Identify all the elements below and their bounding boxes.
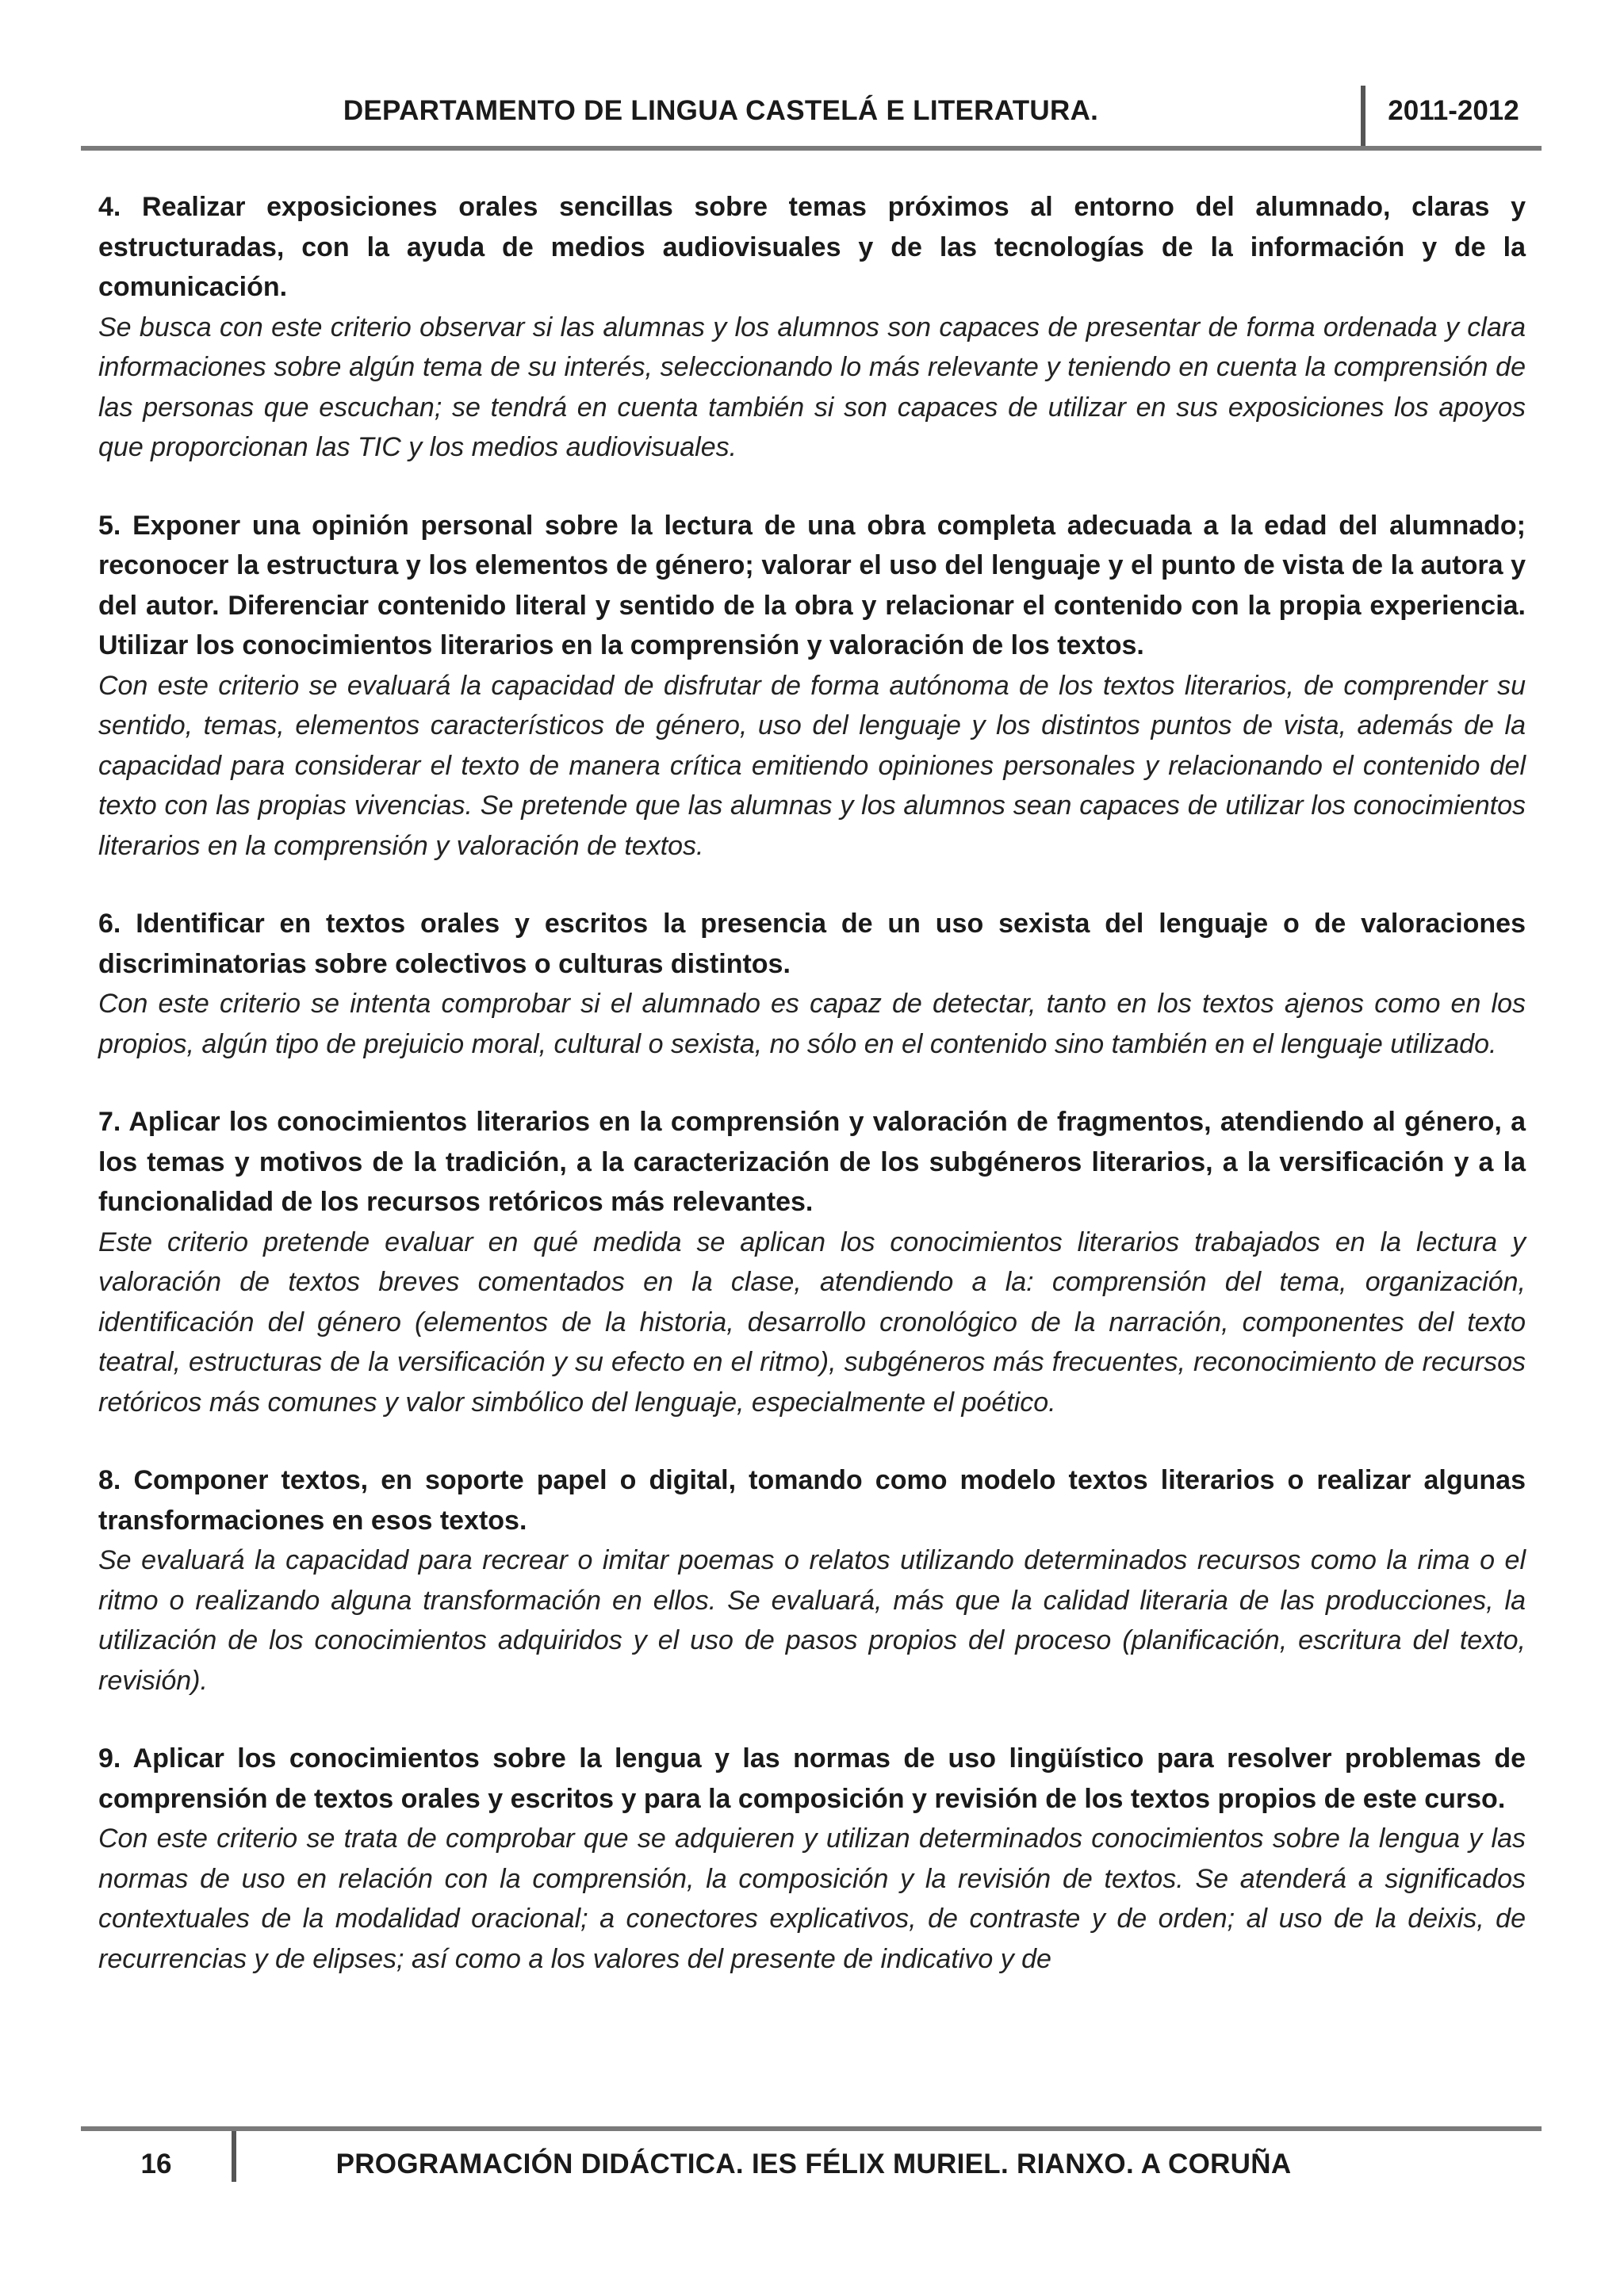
footer-rule xyxy=(81,2126,1542,2131)
criterion-6 xyxy=(98,904,1526,1064)
criterion-title: 8. Componer textos, en soporte papel o digital, tomando como modelo textos literarios o realizar algunas transformaciones en esos textos. xyxy=(98,1465,1526,1536)
criterion-title: 5. Exponer una opinión personal sobre la lectura de una obra completa adecuada a la edad del alumnado; reconocer la estructura y los elementos de género; valorar el uso del lenguaje y el punto de vista de la autora y del autor. Diferenciar contenido literal y sentido de la obra y relacionar el contenido con la propia experiencia. Utilizar los conocimientos literarios en la comprensión y valoración de los textos. xyxy=(98,510,1526,660)
criterion-9 xyxy=(98,1739,1526,1979)
criterion-description: Con este criterio se trata de comprobar que se adquieren y utilizan determinados conocimientos sobre la lengua y las normas de uso en relación con la comprensión, la composición y la revisión de textos. Se atenderá a significados contextuales de la modalidad oracional; a conectores explicativos, de contraste y de orden; al uso de la deixis, de recurrencias y de elipses; así como a los valores del presente de indicativo y de xyxy=(98,1823,1526,1974)
criterion-title: 9. Aplicar los conocimientos sobre la lengua y las normas de uso lingüístico para resolver problemas de comprensión de textos orales y escritos y para la composición y revisión de los textos propios de este curso. xyxy=(98,1743,1526,1814)
header-year: 2011-2012 xyxy=(1388,95,1519,126)
criterion-description: Con este criterio se evaluará la capacidad de disfrutar de forma autónoma de los textos literarios, de comprender su sentido, temas, elementos característicos de género, uso del lenguaje y los distintos puntos de vista, además de la capacidad para considerar el texto de manera crítica emitiendo opiniones personales y relacionando el contenido del texto con las propias vivencias. Se pretende que las alumnas y los alumnos sean capaces de utilizar los conocimientos literarios en la comprensión y valoración de textos. xyxy=(98,670,1526,861)
criterion-7 xyxy=(98,1102,1526,1422)
header-title: DEPARTAMENTO DE LINGUA CASTELÁ E LITERATURA. xyxy=(343,95,1099,126)
criterion-4 xyxy=(98,187,1526,468)
header-rule xyxy=(81,146,1542,151)
criterion-title: 6. Identificar en textos orales y escritos la presencia de un uso sexista del lenguaje o de valoraciones discriminatorias sobre colectivos o culturas distintos. xyxy=(98,909,1526,979)
criterion-description: Con este criterio se intenta comprobar si el alumnado es capaz de detectar, tanto en los textos ajenos como en los propios, algún tipo de prejuicio moral, cultural o sexista, no sólo en el contenido sino también en el lenguaje utilizado. xyxy=(98,989,1526,1059)
page-header xyxy=(81,81,1542,151)
criterion-description: Se busca con este criterio observar si las alumnas y los alumnos son capaces de presentar de forma ordenada y clara informaciones sobre algún tema de su interés, seleccionando lo más relevante y teniendo en cuenta la comprensión de las personas que escuchan; se tendrá en cuenta también si son capaces de utilizar en sus exposiciones los apoyos que proporcionan las TIC y los medios audiovisuales. xyxy=(98,312,1526,462)
page-content xyxy=(98,187,1526,2017)
criterion-title: 4. Realizar exposiciones orales sencillas sobre temas próximos al entorno del alumnado, claras y estructuradas, con la ayuda de medios audiovisuales y de las tecnologías de la información y de la comunicación. xyxy=(98,192,1526,302)
criterion-description: Se evaluará la capacidad para recrear o imitar poemas o relatos utilizando determinados recursos como la rima o el ritmo o realizando alguna transformación en ellos. Se evaluará, más que la calidad literaria de las producciones, la utilización de los conocimientos adquiridos y el uso de pasos propios del proceso (planificación, escritura del texto, revisión). xyxy=(98,1545,1526,1696)
page-number: 16 xyxy=(140,2149,172,2179)
criterion-description: Este criterio pretende evaluar en qué medida se aplican los conocimientos literarios trabajados en la lectura y valoración de textos breves comentados en la clase, atendiendo a la: comprensión del tema, organización, identificación del género (elementos de la historia, desarrollo cronológico de la narración, componentes del texto teatral, estructuras de la versificación y su efecto en el ritmo), subgéneros más frecuentes, reconocimiento de recursos retóricos más comunes y valor simbólico del lenguaje, especialmente el poético. xyxy=(98,1226,1526,1418)
page-footer xyxy=(81,2126,1542,2190)
criterion-5 xyxy=(98,506,1526,867)
criterion-title: 7. Aplicar los conocimientos literarios en la comprensión y valoración de fragmentos, atendiendo al género, a los temas y motivos de la tradición, a la caracterización de los subgéneros literarios, a la versificación y a la funcionalidad de los recursos retóricos más relevantes. xyxy=(98,1107,1526,1217)
criterion-8 xyxy=(98,1460,1526,1701)
footer-title: PROGRAMACIÓN DIDÁCTICA. IES FÉLIX MURIEL. RIANXO. A CORUÑA xyxy=(335,2149,1292,2179)
